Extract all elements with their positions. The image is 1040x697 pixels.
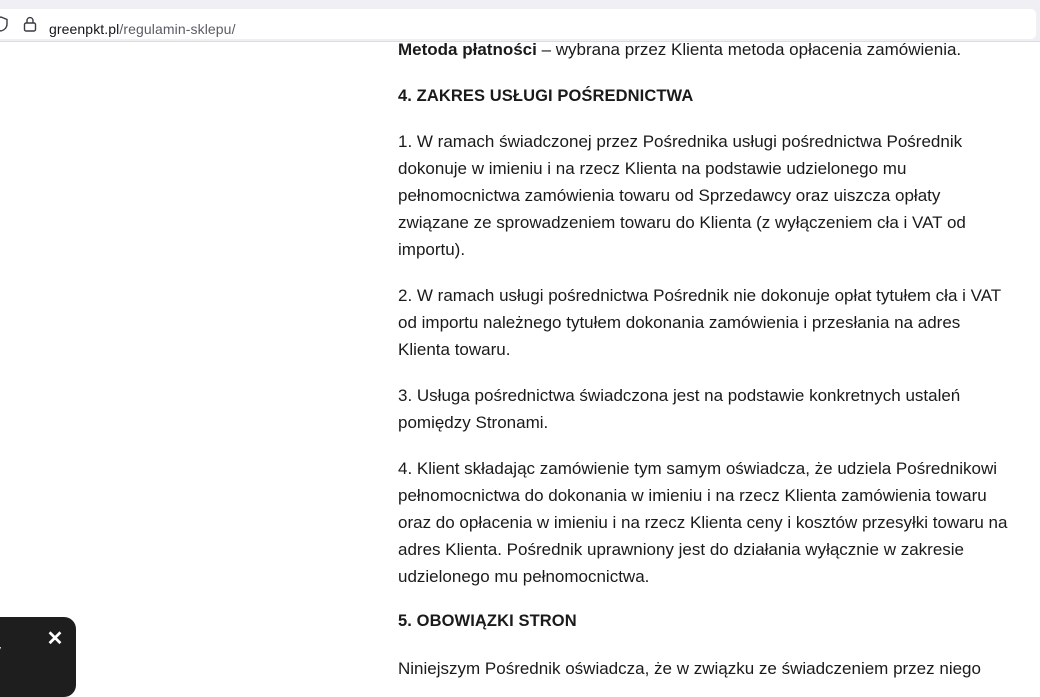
cookie-toast bbox=[0, 617, 76, 697]
url-domain: greenpkt.pl bbox=[49, 21, 120, 37]
paragraph-5: Niniejszym Pośrednik oświadcza, że w związku ze świadczeniem przez niego bbox=[398, 659, 981, 678]
address-bar bbox=[0, 6, 1040, 42]
lock-icon[interactable] bbox=[23, 16, 37, 32]
definition-text: – wybrana przez Klienta metoda opłacenia zamówienia. bbox=[536, 42, 962, 59]
paragraph-3: 3. Usługa pośrednictwa świadczona jest na podstawie konkretnych ustaleń pomiędzy Stronami. bbox=[398, 386, 961, 432]
shield-icon[interactable] bbox=[0, 16, 8, 32]
article-content bbox=[398, 42, 1018, 680]
toast-text bbox=[0, 641, 1, 662]
paragraph-4: 4. Klient składając zamówienie tym samym oświadcza, że udziela Pośrednikowi pełnomocnictwa do dokonania w imieniu i na rzecz Klienta zamówienia towaru oraz do opłacenia w imieniu i na rzecz Klienta ceny i kosztów przesyłki towaru na adres Klienta. Pośrednik uprawniony jest do działania wyłącznie w zakresie udzielonego mu pełnomocnictwa. bbox=[398, 459, 1008, 586]
url-path: /regulamin-sklepu/ bbox=[119, 21, 236, 37]
close-icon[interactable]: ✕ bbox=[46, 628, 64, 650]
section-4-heading: 4. ZAKRES USŁUGI POŚREDNICTWA bbox=[398, 87, 694, 105]
cut-definition-line bbox=[398, 42, 961, 63]
paragraph-2: 2. W ramach usługi pośrednictwa Pośrednik nie dokonuje opłat tytułem cła i VAT od importu należnego tytułem dokonania zamówienia i przesłania na adres Klienta towaru. bbox=[398, 286, 1001, 359]
definition-term: Metoda płatności bbox=[398, 42, 537, 59]
paragraph-1: 1. W ramach świadczonej przez Pośrednika usługi pośrednictwa Pośrednik dokonuje w imieniu i na rzecz Klienta na podstawie udzielonego mu pełnomocnictwa zamówienia towaru od Sprzedawcy oraz uiszcza opłaty związane ze sprowadzeniem towaru do Klienta (z wyłączeniem cła i VAT od importu). bbox=[398, 132, 966, 259]
url-text[interactable] bbox=[49, 21, 236, 37]
section-5-heading: 5. OBOWIĄZKI STRON bbox=[398, 612, 577, 630]
